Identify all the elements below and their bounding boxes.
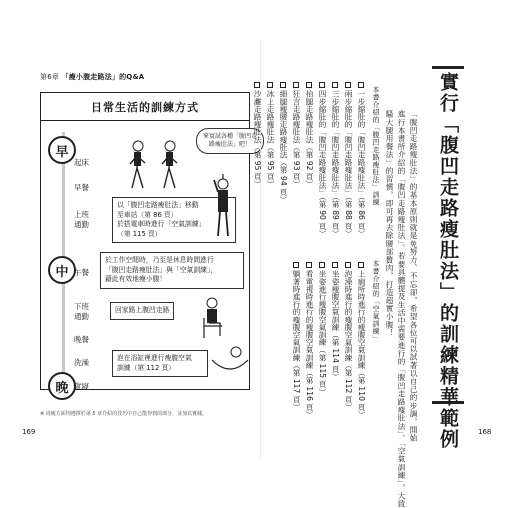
- checkbox-icon: [293, 82, 299, 88]
- section2-item: [304, 262, 315, 419]
- section1-item-text: 冰上走路瘦肚法（第 95 頁）: [266, 90, 275, 189]
- intro-line-1: 「腹凹走路瘦肚法」的基本原則就是免努力、不忘卻，希望各位可以試著以自己的步調，開始: [409, 110, 418, 443]
- section1-item: [330, 82, 341, 238]
- time-morning: 早: [48, 136, 76, 164]
- section1-item-text: 狂言走路瘦肚法（第 93 頁）: [292, 90, 301, 189]
- section1-item: [317, 82, 328, 238]
- section1-item: [356, 82, 367, 238]
- chapter-prefix: 第6章: [40, 73, 60, 81]
- time-evening: 晚: [48, 372, 76, 400]
- note-lunch: 於工作空閒時，乃至是休息時間進行 「腹凹走路瘦肚法」與「空氣訓練」， 藉此有效地瘦小腹！: [100, 252, 244, 289]
- chapter-title: 「瘦小腹走路法」的Q&A: [61, 73, 145, 81]
- note-bath: 泡在浴缸裡進行瘦腹空氣 訓練（第 112 頁）: [112, 350, 208, 377]
- section1-header: 本書介紹的「腹凹走路瘦肚法」訓練: [372, 86, 380, 206]
- slot-shangban: 上班 通勤: [74, 210, 89, 229]
- checkbox-icon: [293, 262, 299, 268]
- box-title: 日常生活的訓練方式: [41, 93, 249, 121]
- checkbox-icon: [306, 262, 312, 268]
- train-commuter-illustration: [206, 172, 240, 242]
- slot-zaocan: 早餐: [74, 183, 89, 192]
- section2-item: [343, 262, 354, 411]
- intro-line-2: 進行本書所介紹的「腹凹走路瘦肚法」。若要具體提及生活中需要進行的「腹凹走路瘦肚法」、「空氣訓練」，大致: [397, 110, 406, 508]
- section1-item-text: 三步縮肚的「腹凹走路瘦肚法」（第 89 頁）: [331, 90, 340, 238]
- checkbox-icon: [332, 82, 338, 88]
- section2-item-text: 看電視時進行的瘦腹空氣訓練（第 116 頁）: [305, 270, 314, 419]
- intro-line-3: 騷大腿用餐法」的習慣，即可再去除腰部贅肉，打造超實小腹！: [385, 110, 394, 337]
- slot-jiuqin: 就寢: [74, 382, 89, 391]
- section1-item: [343, 82, 354, 238]
- section1-item-text: 沙灘走路瘦肚法（第 95 頁）: [253, 90, 262, 189]
- checkbox-icon: [319, 82, 325, 88]
- slot-xizao: 洗澡: [74, 358, 89, 367]
- page-number-left: 169: [22, 428, 36, 436]
- checkbox-icon: [306, 82, 312, 88]
- speech-bubble: 來實試各種「腹凹走 路瘦肚法」吧！: [196, 128, 264, 154]
- section1-item: [304, 82, 315, 188]
- note-home: 回家路上腹凹走路: [110, 302, 174, 320]
- checkbox-icon: [319, 262, 325, 268]
- footnote: ※ 周瘦方面則遵擇於第 5 章介紹的技巧中自己能得到的部分，並加以實踐。: [40, 411, 208, 417]
- checkbox-icon: [358, 82, 364, 88]
- section2-item: [291, 262, 302, 411]
- slot-qichuang: 起床: [74, 158, 89, 167]
- note-commute: 以「腹凹走路瘦肚法」移動 至車站（第 86 頁） 於搭電車時進行「空氣訓練」 （第 115 頁）: [112, 197, 236, 243]
- checkbox-icon: [267, 82, 273, 88]
- bath-figure-illustration: [210, 346, 250, 376]
- slot-wucan: 午餐: [74, 268, 89, 277]
- checkbox-icon: [358, 262, 364, 268]
- section1-item: [265, 82, 276, 188]
- section2-item: [356, 262, 367, 419]
- checkbox-icon: [345, 262, 351, 268]
- section1-item-text: 一步縮肚的「腹凹走路瘦肚法」（第 86 頁）: [357, 90, 366, 238]
- section2-item-text: 上廁所時進行的瘦腹空氣訓練（第 110 頁）: [357, 270, 366, 419]
- section1-item-text: 兩步縮肚的「腹凹走路瘦肚法」（第 88 頁）: [344, 90, 353, 238]
- section2-header: 本書介紹的「空氣訓練」: [372, 260, 380, 343]
- checkbox-icon: [254, 82, 260, 88]
- section2-item: [317, 262, 328, 396]
- section2-item-text: 泡澡時進行的瘦腹空氣訓練（第 112 頁）: [344, 270, 353, 411]
- section2-item-text: 坐姿進行瘦腹空氣訓練（第 115 頁）: [318, 270, 327, 396]
- page-title: 實行「腹凹走路瘦肚法」的訓練精華範例: [437, 72, 459, 450]
- time-noon: 中: [48, 256, 76, 284]
- chapter-header: [40, 72, 144, 82]
- section1-item-text: 細腿瘦腰走路瘦肚法（第 94 頁）: [279, 90, 288, 204]
- section2-item-text: 躺著時進行的瘦腹空氣訓練（第 117 頁）: [292, 270, 301, 411]
- page-number-right: 168: [478, 428, 492, 436]
- slot-wancan: 晚餐: [74, 335, 89, 344]
- section1-item-text: 四步縮肚的「腹凹走路瘦肚法」（第 90 頁）: [318, 90, 327, 238]
- section1-item: [278, 82, 289, 203]
- section2-item: [330, 262, 341, 381]
- section1-item-text: 抬腿走路瘦肚法（第 92 頁）: [305, 90, 314, 189]
- slot-xiaban: 下班 通勤: [74, 302, 89, 321]
- section1-item: [252, 82, 263, 188]
- section1-item: [291, 82, 302, 188]
- checkbox-icon: [280, 82, 286, 88]
- section2-item-text: 坐姿瘦腹空氣訓練（第 114 頁）: [331, 270, 340, 381]
- walking-figures-illustration: [124, 138, 194, 196]
- checkbox-icon: [332, 262, 338, 268]
- checkbox-icon: [345, 82, 351, 88]
- sitting-figure-illustration: [196, 296, 232, 340]
